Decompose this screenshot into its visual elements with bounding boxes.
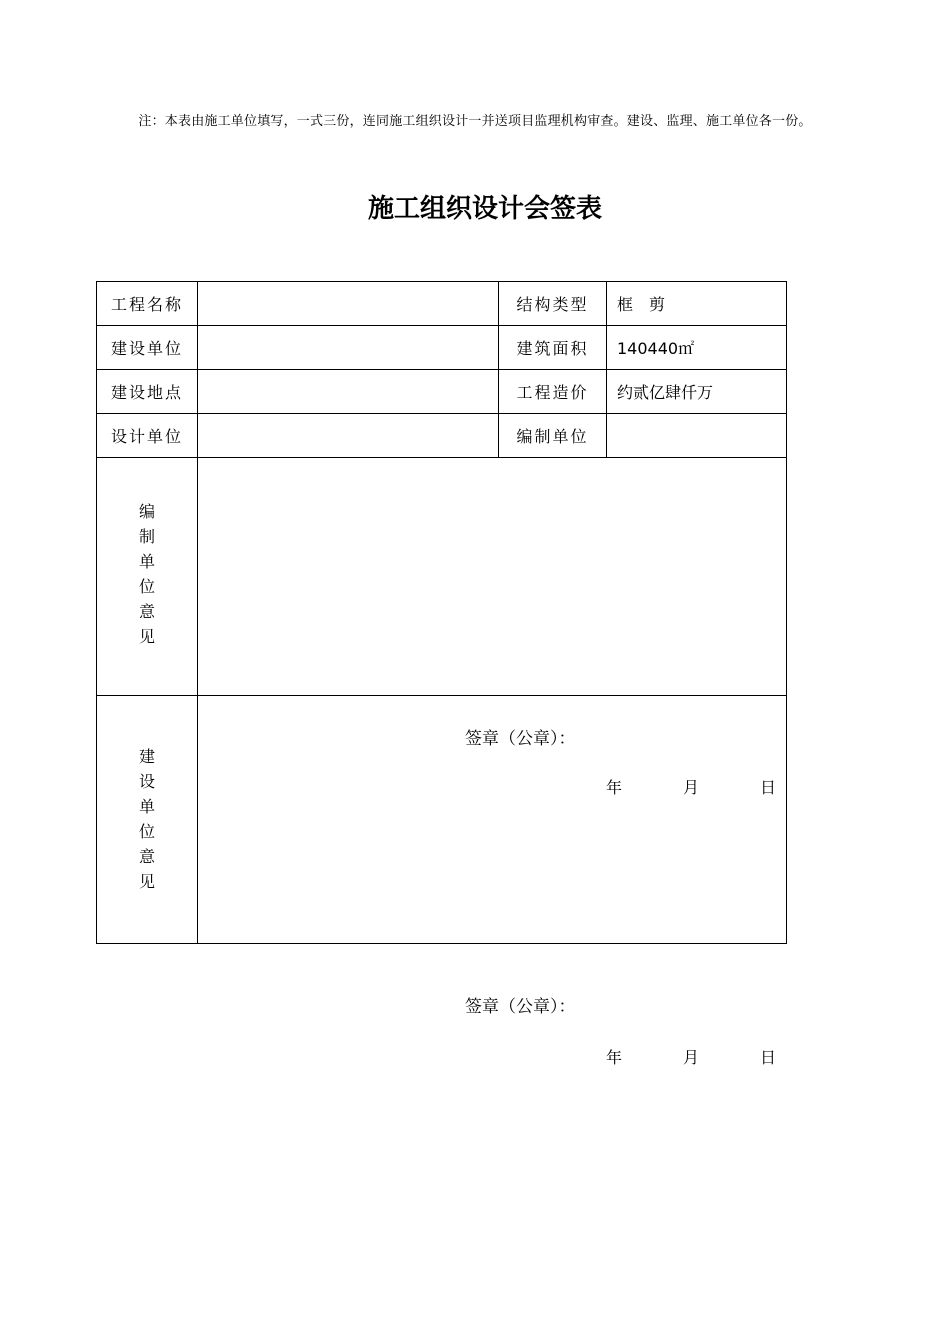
sign-off-table [96, 281, 787, 1067]
compiler-opinion-row [97, 458, 787, 696]
vertical-label-char: 单 [138, 796, 155, 816]
client-opinion-row [97, 696, 787, 944]
project-cost-label: 工程造价 [499, 370, 607, 414]
table-row [97, 282, 787, 326]
building-area-value: 140440㎡ [607, 326, 787, 370]
project-cost-value: 约贰亿肆仟万 [607, 370, 787, 414]
vertical-label-char: 建 [138, 746, 155, 766]
date-month-label: 月 [683, 1047, 700, 1067]
project-name-value [198, 282, 499, 326]
site-location-label: 建设地点 [97, 370, 198, 414]
design-unit-value [198, 414, 499, 458]
client-unit-label: 建设单位 [97, 326, 198, 370]
vertical-label-char: 见 [138, 626, 155, 646]
project-name-label: 工程名称 [97, 282, 198, 326]
date-day-label: 日 [759, 1047, 776, 1067]
vertical-label-char: 单 [138, 551, 155, 571]
vertical-label-char: 意 [138, 846, 155, 866]
compiler-opinion-area[interactable] [198, 458, 787, 797]
table-row [97, 326, 787, 370]
table-row [97, 414, 787, 458]
seal-signature-label: 签章（公章）： [465, 996, 576, 1017]
vertical-label-char: 意 [138, 601, 155, 621]
date-day-label: 日 [759, 777, 776, 797]
date-month-label: 月 [683, 777, 700, 797]
seal-signature-label: 签章（公章）： [465, 728, 576, 749]
form-title: 施工组织设计会签表 [367, 194, 602, 224]
site-location-value [198, 370, 499, 414]
vertical-label-char: 见 [138, 871, 155, 891]
date-year-label: 年 [606, 1047, 623, 1067]
building-area-label: 建筑面积 [499, 326, 607, 370]
structure-type-value: 框 剪 [607, 282, 787, 326]
vertical-label-char: 制 [138, 526, 155, 546]
client-opinion-label [97, 696, 198, 944]
vertical-label-char: 设 [138, 771, 155, 791]
compiling-unit-label: 编制单位 [499, 414, 607, 458]
vertical-label-char: 位 [138, 821, 155, 841]
compiling-unit-value [607, 414, 787, 458]
vertical-label-char: 位 [138, 576, 155, 596]
vertical-label-char: 编 [138, 501, 155, 521]
design-unit-label: 设计单位 [97, 414, 198, 458]
table-row [97, 370, 787, 414]
structure-type-label: 结构类型 [499, 282, 607, 326]
form-note: 注：本表由施工单位填写，一式三份，连同施工组织设计一并送项目监理机构审查。建设、监理、施工单位各一份。 [138, 114, 812, 129]
compiler-opinion-label [97, 458, 198, 696]
date-year-label: 年 [606, 777, 623, 797]
client-unit-value [198, 326, 499, 370]
